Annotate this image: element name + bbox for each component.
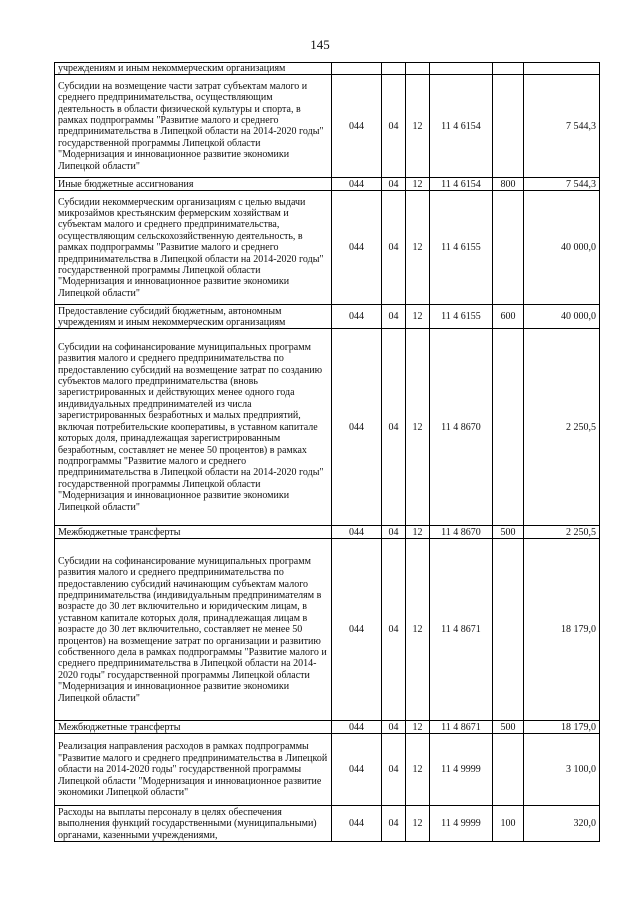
expense-name: Субсидии некоммерческим организациям с целью выдачи микрозаймов крестьянским фермерским хозяйствам и субъектам малого и среднего предпринимательства, осуществляющим сельскохозяйственную деятельность, в рамках подпрограммы "Развитие малого и среднего предпринимательства в Липецкой области на 2014-2020 годы" государственной программы Липецкой области "Модернизация и инновационное развитие экономики Липецкой области" bbox=[55, 191, 332, 305]
expense-name: Предоставление субсидий бюджетным, автономным учреждениям и иным некоммерческим организациям bbox=[55, 305, 332, 329]
expense-type-code: 500 bbox=[493, 721, 524, 734]
budget-table bbox=[54, 62, 600, 842]
expense-type-code: 100 bbox=[493, 806, 524, 842]
section-code: 04 bbox=[382, 191, 406, 305]
expense-name: Иные бюджетные ассигнования bbox=[55, 178, 332, 191]
table-row bbox=[55, 75, 600, 178]
target-code: 11 4 8670 bbox=[430, 329, 493, 526]
table-row bbox=[55, 63, 600, 75]
amount: 18 179,0 bbox=[524, 539, 600, 721]
expense-name: Субсидии на софинансирование муниципальных программ развития малого и среднего предпринимательства по предоставлению субсидий на возмещение затрат по созданию субъектов малого предпринимательства (вновь зарегистрированных и действующих менее одного года индивидуальных предпринимателей из числа зарегистрированных безработных и малых предприятий, включая потребительские кооперативы, в уставном капитале которых доля, принадлежащая зарегистрированным безработным, составляет не менее 50 процентов) в рамках подпрограммы "Развитие малого и среднего предпринимательства в Липецкой области на 2014-2020 годы" государственной программы Липецкой области "Модернизация и инновационное развитие экономики Липецкой области" bbox=[55, 329, 332, 526]
subsection-code: 12 bbox=[406, 329, 430, 526]
target-code: 11 4 8671 bbox=[430, 721, 493, 734]
ministry-code: 044 bbox=[332, 178, 382, 191]
section-code: 04 bbox=[382, 178, 406, 191]
expense-name: Субсидии на возмещение части затрат субъектам малого и среднего предпринимательства, осуществляющим деятельность в области физической культуры и спорта, в рамках подпрограммы "Развитие малого и среднего предпринимательства в Липецкой области на 2014-2020 годы" государственной программы Липецкой области "Модернизация и инновационное развитие экономики Липецкой области" bbox=[55, 75, 332, 178]
ministry-code: 044 bbox=[332, 526, 382, 539]
section-code: 04 bbox=[382, 721, 406, 734]
expense-name: Расходы на выплаты персоналу в целях обеспечения выполнения функций государственными (муниципальными) органами, казенными учреждениями, bbox=[55, 806, 332, 842]
section-code: 04 bbox=[382, 734, 406, 806]
table-row bbox=[55, 178, 600, 191]
amount: 320,0 bbox=[524, 806, 600, 842]
subsection-code: 12 bbox=[406, 539, 430, 721]
amount: 40 000,0 bbox=[524, 305, 600, 329]
amount: 7 544,3 bbox=[524, 75, 600, 178]
amount: 3 100,0 bbox=[524, 734, 600, 806]
section-code: 04 bbox=[382, 539, 406, 721]
target-code: 11 4 6155 bbox=[430, 305, 493, 329]
ministry-code: 044 bbox=[332, 75, 382, 178]
page-number: 145 bbox=[310, 37, 330, 52]
amount: 2 250,5 bbox=[524, 329, 600, 526]
expense-name: Субсидии на софинансирование муниципальных программ развития малого и среднего предпринимательства по предоставлению субсидий начинающим субъектам малого предпринимательства (индивидуальным предпринимателям в возрасте до 30 лет включительно и юридическим лицам, в уставном капитале которых доля, принадлежащая лицам в возрасте до 30 лет включительно, составляет не менее 50 процентов) на возмещение затрат по организации и развитию собственного дела в рамках подпрограммы "Развитие малого и среднего предпринимательства в Липецкой области на 2014-2020 годы" государственной программы Липецкой области "Модернизация и инновационное развитие экономики Липецкой области" bbox=[55, 539, 332, 721]
target-code bbox=[430, 63, 493, 75]
section-code: 04 bbox=[382, 806, 406, 842]
expense-name: Межбюджетные трансферты bbox=[55, 721, 332, 734]
subsection-code: 12 bbox=[406, 526, 430, 539]
table-row bbox=[55, 526, 600, 539]
section-code: 04 bbox=[382, 305, 406, 329]
expense-type-code: 800 bbox=[493, 178, 524, 191]
target-code: 11 4 9999 bbox=[430, 734, 493, 806]
expense-type-code bbox=[493, 329, 524, 526]
expense-name: Межбюджетные трансферты bbox=[55, 526, 332, 539]
table-row bbox=[55, 734, 600, 806]
target-code: 11 4 6155 bbox=[430, 191, 493, 305]
table-row bbox=[55, 721, 600, 734]
ministry-code: 044 bbox=[332, 721, 382, 734]
target-code: 11 4 6154 bbox=[430, 75, 493, 178]
ministry-code: 044 bbox=[332, 734, 382, 806]
subsection-code: 12 bbox=[406, 305, 430, 329]
target-code: 11 4 9999 bbox=[430, 806, 493, 842]
amount bbox=[524, 63, 600, 75]
subsection-code: 12 bbox=[406, 75, 430, 178]
section-code: 04 bbox=[382, 75, 406, 178]
ministry-code: 044 bbox=[332, 191, 382, 305]
ministry-code: 044 bbox=[332, 329, 382, 526]
expense-type-code: 600 bbox=[493, 305, 524, 329]
subsection-code bbox=[406, 63, 430, 75]
subsection-code: 12 bbox=[406, 178, 430, 191]
subsection-code: 12 bbox=[406, 191, 430, 305]
target-code: 11 4 8670 bbox=[430, 526, 493, 539]
section-code: 04 bbox=[382, 329, 406, 526]
expense-type-code bbox=[493, 539, 524, 721]
expense-type-code bbox=[493, 734, 524, 806]
section-code bbox=[382, 63, 406, 75]
table-row bbox=[55, 539, 600, 721]
subsection-code: 12 bbox=[406, 806, 430, 842]
subsection-code: 12 bbox=[406, 721, 430, 734]
amount: 18 179,0 bbox=[524, 721, 600, 734]
expense-type-code bbox=[493, 63, 524, 75]
subsection-code: 12 bbox=[406, 734, 430, 806]
expense-name: учреждениям и иным некоммерческим организациям bbox=[55, 63, 332, 75]
table-row bbox=[55, 305, 600, 329]
expense-name: Реализация направления расходов в рамках подпрограммы "Развитие малого и среднего предпринимательства в Липецкой области на 2014-2020 годы" государственной программы Липецкой области "Модернизация и инновационное развитие экономики Липецкой области" bbox=[55, 734, 332, 806]
expense-type-code: 500 bbox=[493, 526, 524, 539]
amount: 2 250,5 bbox=[524, 526, 600, 539]
expense-type-code bbox=[493, 191, 524, 305]
ministry-code: 044 bbox=[332, 806, 382, 842]
target-code: 11 4 8671 bbox=[430, 539, 493, 721]
target-code: 11 4 6154 bbox=[430, 178, 493, 191]
table-row bbox=[55, 191, 600, 305]
ministry-code: 044 bbox=[332, 539, 382, 721]
amount: 7 544,3 bbox=[524, 178, 600, 191]
ministry-code: 044 bbox=[332, 305, 382, 329]
expense-type-code bbox=[493, 75, 524, 178]
table-row bbox=[55, 806, 600, 842]
section-code: 04 bbox=[382, 526, 406, 539]
table-row bbox=[55, 329, 600, 526]
amount: 40 000,0 bbox=[524, 191, 600, 305]
ministry-code bbox=[332, 63, 382, 75]
